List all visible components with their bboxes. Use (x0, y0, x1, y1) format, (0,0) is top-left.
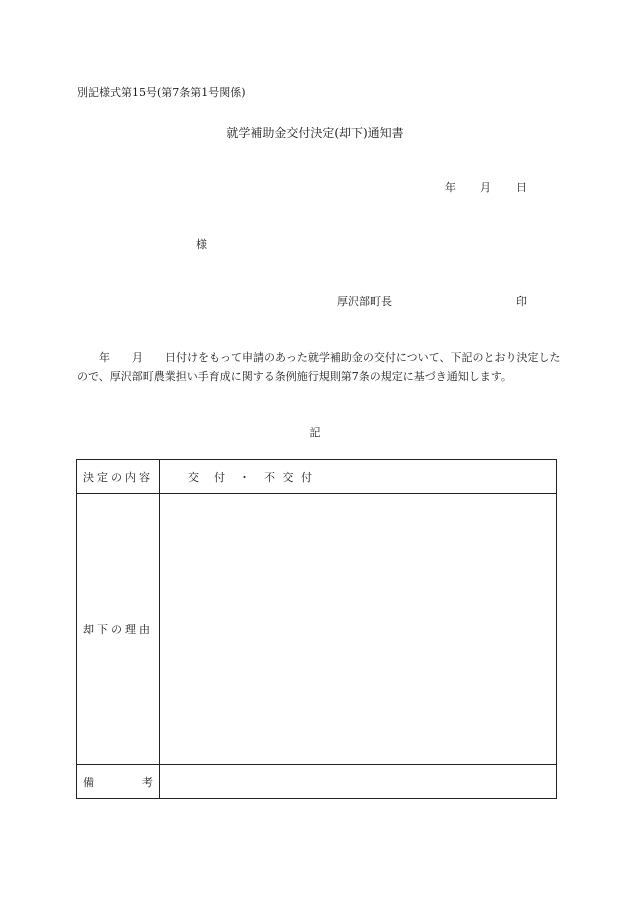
notice-body-text: 年 月 日付けをもって申請のあった就学補助金の交付について、下記のとおり決定したので、厚沢部町農業担い手育成に関する条例施行規則第7条の規定に基づき通知します。 (77, 351, 561, 383)
remarks-field[interactable] (160, 765, 557, 799)
recipient-honorific: 様 (196, 238, 207, 251)
decision-options (160, 469, 556, 485)
issuer-name: 厚沢部町長 (337, 295, 392, 308)
date-month-label: 月 (480, 181, 491, 194)
decision-table (76, 459, 557, 799)
decision-value-cell[interactable] (160, 460, 557, 494)
decision-label-cell (77, 460, 160, 494)
rejection-label-cell (77, 494, 160, 765)
form-number: 別記様式第15号(第7条第1号関係) (77, 86, 246, 99)
remarks-label-left: 備 (83, 775, 94, 789)
remarks-label-cell (77, 765, 160, 799)
issuer-seal: 印 (516, 295, 527, 308)
decision-grant-option: 交 付 (188, 470, 227, 484)
document-title: 就学補助金交付決定(却下)通知書 (226, 126, 404, 140)
decision-separator: ・ (239, 470, 252, 484)
rejection-reason-field[interactable] (160, 494, 557, 765)
rejection-reason-label: 却下の理由 (83, 623, 153, 636)
remarks-label-right: 考 (142, 775, 153, 789)
ki-heading: 記 (309, 426, 321, 439)
date-day-label: 日 (516, 181, 527, 194)
table-row-remarks (77, 765, 557, 799)
remarks-label (77, 774, 159, 790)
date-year-label: 年 (445, 181, 456, 194)
decision-nogrant-option: 不 交 付 (264, 470, 314, 484)
table-row-rejection-reason (77, 494, 557, 765)
decision-label: 決定の内容 (83, 470, 153, 484)
table-row-decision (77, 460, 557, 494)
